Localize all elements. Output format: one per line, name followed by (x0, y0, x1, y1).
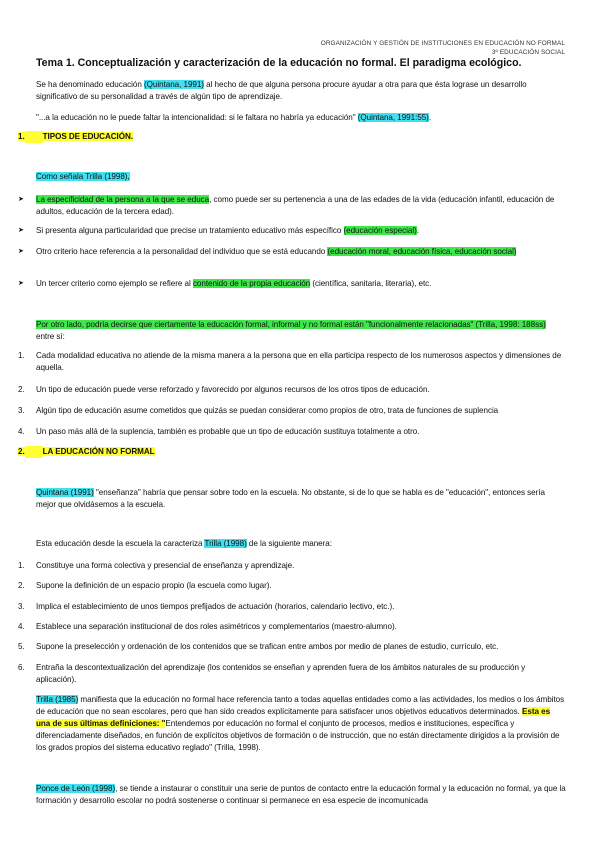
ponce-paragraph: Ponce de León (1998), se tiende a instaurar o constituir una serie de puntos de contacto entre la educación formal y la educación no formal, ya que la formación y desarrollo escolar no podrá sostenerse o continuar si permanece en esa especie de incomunicada (36, 784, 566, 805)
citation-highlight: (Quintana, 1991) (144, 80, 204, 89)
trilla-definition-paragraph: Trilla (1985) manifiesta que la educación no formal hace referencia tanto a todas aquellas entidades como a las actividades, los medios o los ámbitos de educación que no sean escolares, pero que han sido creados explícitamente para satisfacer unos objetivos educativos determinados. Esta es una de sus últimas definiciones: "Entendemos por educación no formal el conjunto de procesos, medios e instituciones, específica y diferenciadamente diseñados, en función de explícitos objetivos de formación o de instrucción, que no están directamente dirigidos a la provisión de los grados propios del sistema educativo reglado" (Trilla, 1998). (36, 695, 565, 752)
list-item: Cada modalidad educativa no atiende de la misma manera a la persona que en ella participa respecto de los numerosos aspectos y dimensiones de aquella. (36, 351, 562, 372)
bullet-item: La especificidad de la persona a la que se educa, como puede ser su pertenencia a una de las edades de la vida (educación infantil, educación de adultos, educación de la tercera edad). (36, 195, 555, 216)
list-number: 1. (18, 561, 25, 570)
list-number: 2. (18, 385, 25, 394)
list-number: 6. (18, 663, 25, 672)
bullet-arrow-icon: ➤ (18, 227, 24, 234)
bullet-arrow-icon: ➤ (18, 280, 24, 287)
list-item: Implica el establecimiento de unos tiempos prefijados de actuación (horarios, calendario lectivo, etc.). (36, 602, 395, 611)
list-number: 1. (18, 351, 25, 360)
list-item: Constituye una forma colectiva y presencial de enseñanza y aprendizaje. (36, 561, 295, 570)
list-number: 2. (18, 581, 25, 590)
list-number: 3. (18, 602, 25, 611)
school-intro: Esta educación desde la escuela la caracteriza Trilla (1998) de la siguiente manera: (36, 539, 332, 548)
quote-paragraph: "...a la educación no le puede faltar la intencionalidad: si le faltara no habría ya educación" (Quintana, 1991:55). (36, 113, 432, 122)
page-title: Tema 1. Conceptualización y caracterización de la educación no formal. El paradigma ecológico. (36, 57, 522, 69)
section-heading-2: 2. LA EDUCACIÓN NO FORMAL (18, 447, 155, 456)
header-degree: 3º EDUCACIÓN SOCIAL (491, 48, 565, 56)
relation-paragraph: Por otro lado, podría decirse que ciertamente la educación formal, informal y no formal están "funcionalmente relacionadas" (Trilla, 1998: 188ss) entre sí: (36, 320, 546, 341)
trilla-intro: Como señala Trilla (1998), (36, 172, 130, 181)
list-item: Algún tipo de educación asume cometidos que quizás se puedan considerar como propios de otro, trata de funciones de suplencia (36, 406, 499, 415)
intro-paragraph: Se ha denominado educación (Quintana, 1991) al hecho de que alguna persona procure ayudar a otra para que ésta lograse un desarrollo significativo de su personalidad a través de algún tipo de aprendizaje. (36, 80, 527, 101)
document-header (321, 40, 565, 57)
quintana-paragraph: Quintana (1991) "enseñanza" habría que pensar sobre todo en la escuela. No obstante, si de lo que se habla es de "educación", entonces sería mejor que olvidásemos a la escuela. (36, 488, 545, 509)
list-number: 4. (18, 622, 25, 631)
section-heading-1: 1. TIPOS DE EDUCACIÓN. (18, 132, 133, 141)
list-number: 5. (18, 642, 25, 651)
list-number: 3. (18, 406, 25, 415)
list-item: Supone la preselección y ordenación de los contenidos que se trafican entre ambos por medio de planes de estudio, currículo, etc. (36, 642, 499, 651)
citation-highlight: (Quintana, 1991:55) (357, 113, 429, 122)
header-course: ORGANIZACIÓN Y GESTIÓN DE INSTITUCIONES EN EDUCACIÓN NO FORMAL (320, 40, 565, 47)
bullet-arrow-icon: ➤ (18, 196, 24, 203)
list-item: Un paso más allá de la suplencia, también es probable que un tipo de educación sustituya totalmente a otro. (36, 427, 420, 436)
list-number: 4. (18, 427, 25, 436)
bullet-item: Otro criterio hace referencia a la personalidad del individuo que se está educando (educación moral, educación física, educación social) (36, 247, 517, 256)
list-item: Entraña la descontextualización del aprendizaje (los contenidos se enseñan y aprenden fuera de los ámbitos naturales de su producción y aplicación). (36, 663, 526, 684)
bullet-item: Si presenta alguna particularidad que precise un tratamiento educativo más específico (educación especial). (36, 226, 419, 235)
bullet-item: Un tercer criterio como ejemplo se refiere al contenido de la propia educación (científica, sanitaria, literaria), etc. (36, 279, 432, 288)
list-item: Un tipo de educación puede verse reforzado y favorecido por algunos recursos de los otros tipos de educación. (36, 385, 430, 394)
list-item: Supone la definición de un espacio propio (la escuela como lugar). (36, 581, 272, 590)
bullet-arrow-icon: ➤ (18, 248, 24, 255)
list-item: Establece una separación institucional de dos roles asimétricos y complementarios (maestro-alumno). (36, 622, 397, 631)
